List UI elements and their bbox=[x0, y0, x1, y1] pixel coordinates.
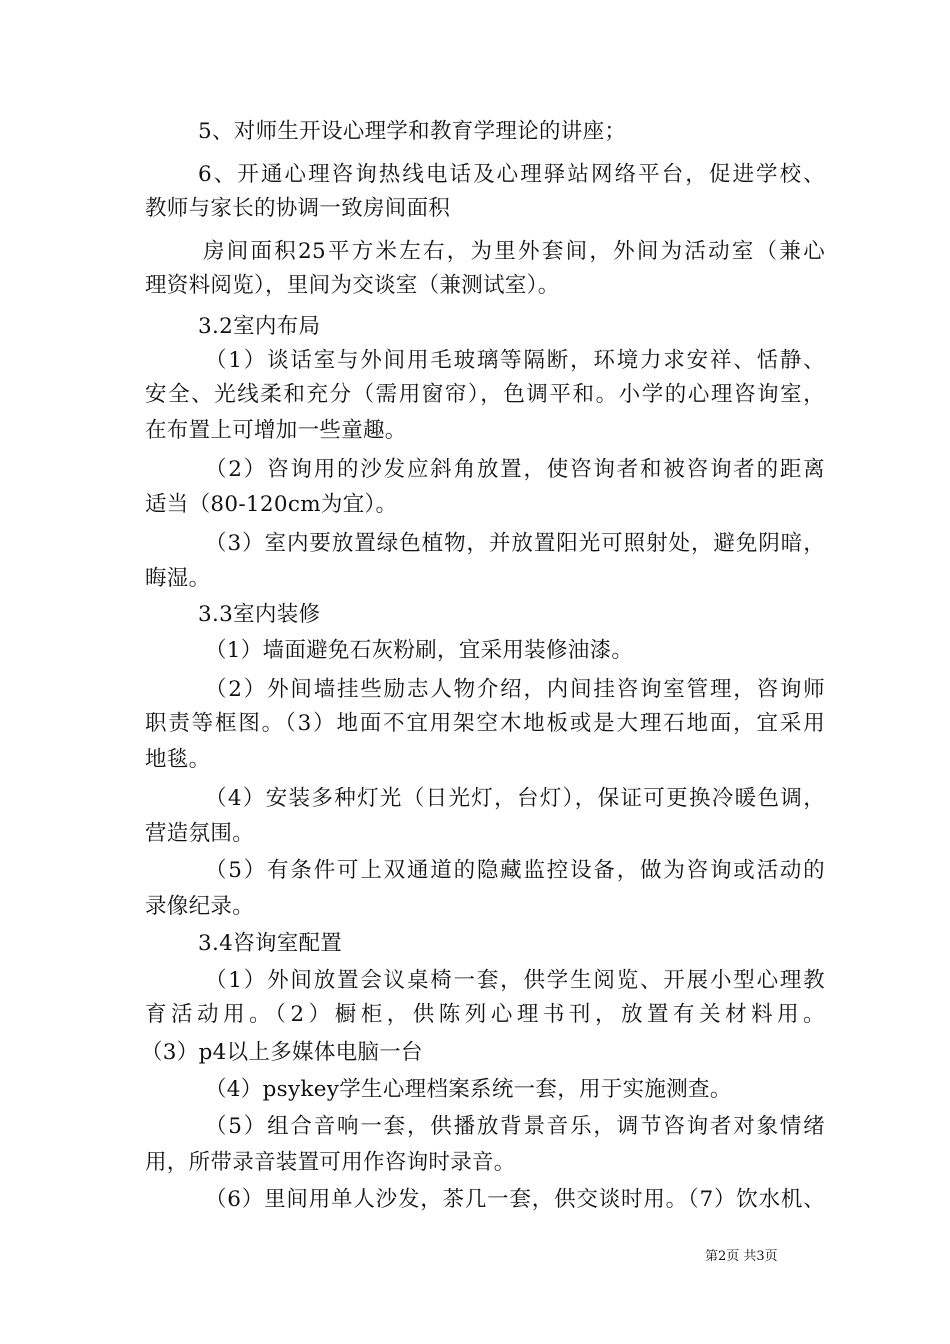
text-line-4: 房间面积25平方米左右，为里外套间，外间为活动室（兼心 bbox=[203, 239, 825, 264]
text-line-10: （2）咨询用的沙发应斜角放置，使咨询者和被咨询者的距离 bbox=[205, 457, 825, 482]
text-line-22: 录像纪录。 bbox=[145, 894, 255, 919]
text-line-21: （5）有条件可上双通道的隐藏监控设备，做为咨询或活动的 bbox=[205, 858, 825, 883]
text-line-26: （3）p4以上多媒体电脑一台 bbox=[141, 1040, 423, 1065]
text-line-27: （4）psykey学生心理档案系统一套，用于实施测查。 bbox=[205, 1077, 732, 1102]
text-line-8: 安全、光线柔和充分（需用窗帘），色调平和。小学的心理咨询室， bbox=[145, 382, 825, 407]
page-footer: 第2页 共3页 bbox=[705, 1249, 778, 1264]
text-line-20: 营造氛围。 bbox=[145, 821, 255, 846]
text-line-1: 5、对师生开设心理学和教育学理论的讲座； bbox=[198, 119, 627, 144]
text-line-3: 教师与家长的协调一致房间面积 bbox=[145, 196, 451, 221]
text-line-18: 地毯。 bbox=[145, 747, 211, 772]
section-heading-3-3: 3.3室内装修 bbox=[198, 602, 321, 627]
text-line-9: 在布置上可增加一些童趣。 bbox=[145, 418, 407, 443]
section-heading-3-2: 3.2室内布局 bbox=[198, 314, 321, 339]
text-line-5: 理资料阅览），里间为交谈室（兼测试室）。 bbox=[145, 273, 560, 298]
text-line-25: 育活动用。（2）橱柜，供陈列心理书刊，放置有关材料用。 bbox=[145, 1002, 825, 1027]
text-line-7: （1）谈话室与外间用毛玻璃等隔断，环境力求安祥、恬静、 bbox=[205, 348, 825, 373]
text-line-30: （6）里间用单人沙发，茶几一套，供交谈时用。（7）饮水机、 bbox=[205, 1187, 825, 1212]
section-heading-3-4: 3.4咨询室配置 bbox=[198, 931, 343, 956]
text-line-24: （1）外间放置会议桌椅一套，供学生阅览、开展小型心理教 bbox=[205, 968, 825, 993]
text-line-13: 晦湿。 bbox=[145, 566, 211, 591]
text-line-29: 用，所带录音装置可用作咨询时录音。 bbox=[145, 1150, 516, 1175]
text-line-16: （2）外间墙挂些励志人物介绍，内间挂咨询室管理，咨询师 bbox=[205, 677, 825, 702]
text-line-19: （4）安装多种灯光（日光灯，台灯），保证可更换冷暖色调， bbox=[205, 786, 825, 811]
text-line-12: （3）室内要放置绿色植物，并放置阳光可照射处，避免阴暗， bbox=[205, 531, 825, 556]
text-line-17: 职责等框图。（3）地面不宜用架空木地板或是大理石地面，宜采用 bbox=[145, 711, 825, 736]
text-line-28: （5）组合音响一套，供播放背景音乐，调节咨询者对象情绪 bbox=[205, 1114, 825, 1139]
text-line-2: 6、开通心理咨询热线电话及心理驿站网络平台，促进学校、 bbox=[198, 162, 825, 187]
text-line-15: （1）墙面避免石灰粉刷，宜采用装修油漆。 bbox=[205, 638, 634, 663]
text-line-11: 适当（80-120cm为宜）。 bbox=[145, 492, 398, 517]
